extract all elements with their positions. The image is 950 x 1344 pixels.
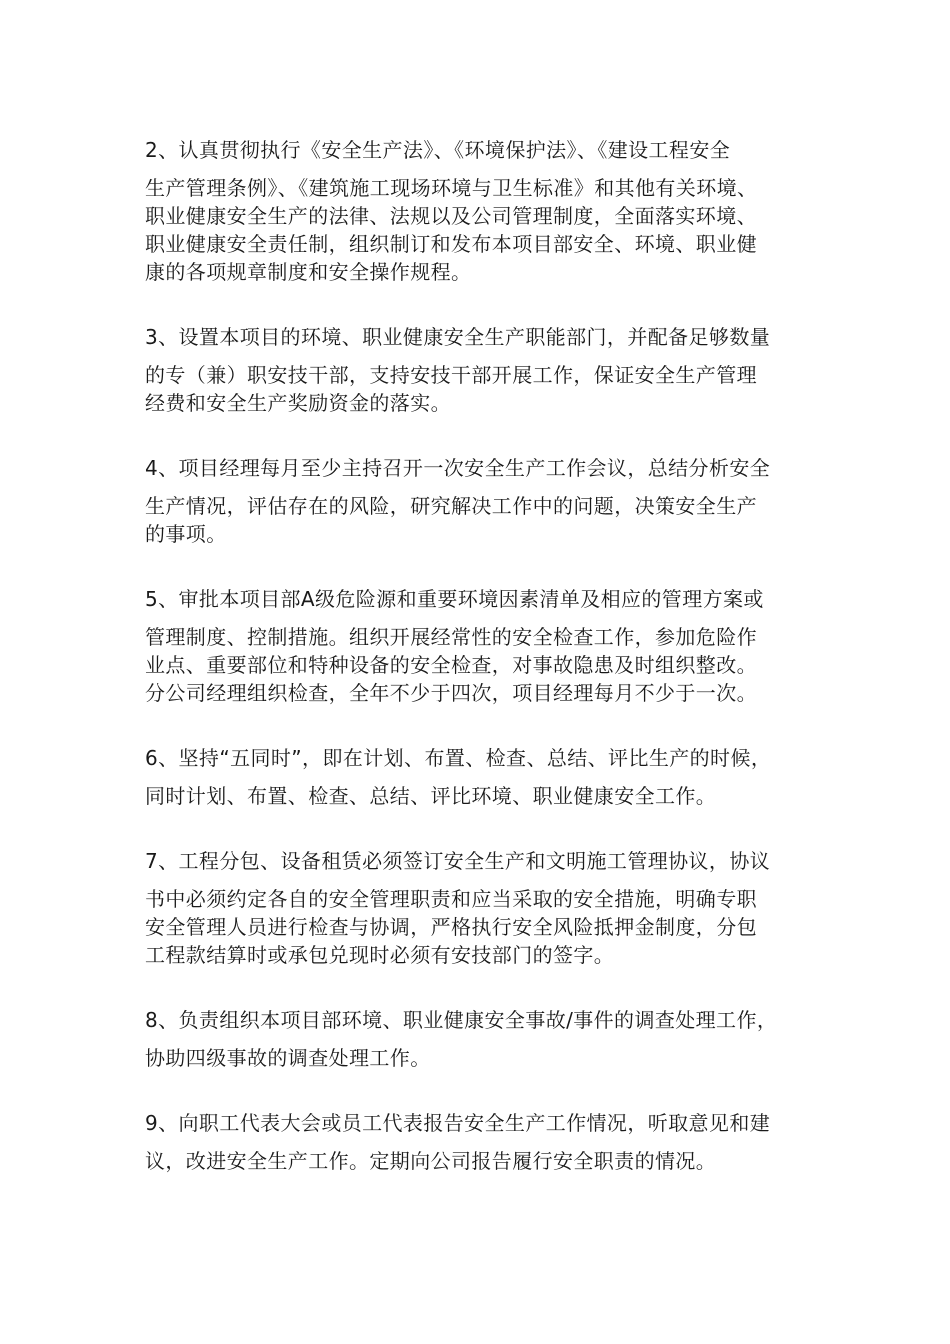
paragraph-line: 的事项。 xyxy=(145,522,227,546)
paragraph-item-6 xyxy=(145,744,825,810)
paragraph-item-5 xyxy=(145,585,825,707)
paragraph-item-8 xyxy=(145,1006,825,1072)
paragraph-line: 4、项目经理每月至少主持召开一次安全生产工作会议，总结分析安全 xyxy=(145,456,771,480)
paragraph-line: 8、负责组织本项目部环境、职业健康安全事故/事件的调查处理工作， xyxy=(145,1008,778,1032)
paragraph-item-9 xyxy=(145,1109,825,1175)
paragraph-line: 2、认真贯彻执行《安全生产法》、《环境保护法》、《建设工程安全 xyxy=(145,138,731,162)
paragraph-line: 管理制度、控制措施。组织开展经常性的安全检查工作，参加危险作 xyxy=(145,625,757,649)
paragraph-line: 职业健康安全生产的法律、法规以及公司管理制度，全面落实环境、 xyxy=(145,204,757,228)
paragraph-line: 7、工程分包、设备租赁必须签订安全生产和文明施工管理协议，协议 xyxy=(145,849,771,873)
paragraph-line: 安全管理人员进行检查与协调，严格执行安全风险抵押金制度，分包 xyxy=(145,915,757,939)
paragraph-line: 分公司经理组织检查，全年不少于四次，项目经理每月不少于一次。 xyxy=(145,681,757,705)
paragraph-line: 同时计划、布置、检查、总结、评比环境、职业健康安全工作。 xyxy=(145,784,717,808)
paragraph-line: 协助四级事故的调查处理工作。 xyxy=(145,1046,431,1070)
paragraph-item-7 xyxy=(145,847,825,969)
paragraph-line: 工程款结算时或承包兑现时必须有安技部门的签字。 xyxy=(145,943,615,967)
paragraph-line: 的专（兼）职安技干部，支持安技干部开展工作，保证安全生产管理 xyxy=(145,363,757,387)
paragraph-item-2 xyxy=(145,136,825,286)
paragraph-line: 5、审批本项目部A级危险源和重要环境因素清单及相应的管理方案或 xyxy=(145,587,764,611)
document-body xyxy=(145,136,825,1212)
paragraph-line: 生产管理条例》、《建筑施工现场环境与卫生标准》和其他有关环境、 xyxy=(145,176,758,200)
paragraph-line: 9、向职工代表大会或员工代表报告安全生产工作情况，听取意见和建 xyxy=(145,1111,771,1135)
paragraph-line: 业点、重要部位和特种设备的安全检查，对事故隐患及时组织整改。 xyxy=(145,653,757,677)
paragraph-line: 职业健康安全责任制，组织制订和发布本项目部安全、环境、职业健 xyxy=(145,232,757,256)
paragraph-line: 经费和安全生产奖励资金的落实。 xyxy=(145,391,451,415)
paragraph-line: 议，改进安全生产工作。定期向公司报告履行安全职责的情况。 xyxy=(145,1149,717,1173)
paragraph-line: 6、坚持“五同时”，即在计划、布置、检查、总结、评比生产的时候， xyxy=(145,746,772,770)
paragraph-line: 康的各项规章制度和安全操作规程。 xyxy=(145,260,472,284)
paragraph-line: 生产情况，评估存在的风险，研究解决工作中的问题，决策安全生产 xyxy=(145,494,757,518)
paragraph-line: 3、设置本项目的环境、职业健康安全生产职能部门，并配备足够数量 xyxy=(145,325,771,349)
paragraph-line: 书中必须约定各自的安全管理职责和应当采取的安全措施，明确专职 xyxy=(145,887,757,911)
paragraph-item-4 xyxy=(145,454,825,548)
paragraph-item-3 xyxy=(145,323,825,417)
